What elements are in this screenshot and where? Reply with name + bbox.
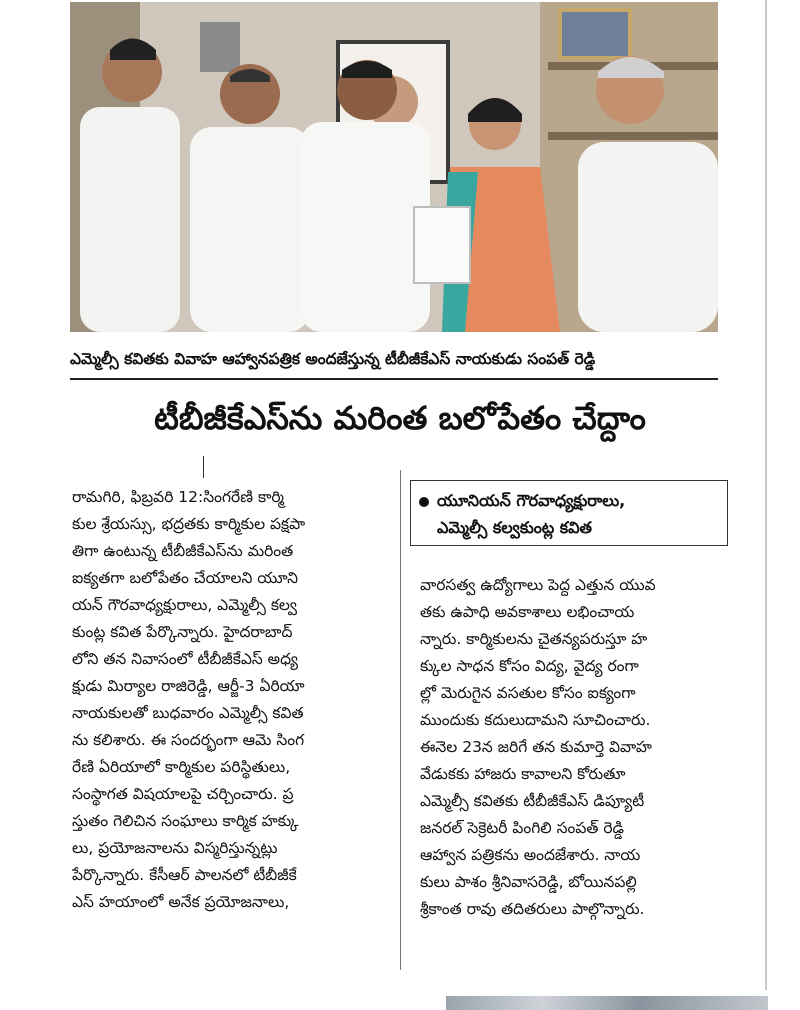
- body-line: రేణి ఏరియాలో కార్మికుల పరిస్థితులు,: [72, 758, 291, 776]
- body-line: ఎస్ హయాంలో అనేక ప్రయోజనాలు,: [72, 893, 290, 911]
- subhead-line-1: [419, 487, 719, 514]
- subhead-text-1: యూనియన్ గౌరవాధ్యక్షురాలు,: [437, 491, 626, 510]
- bullet-icon: [419, 497, 429, 507]
- body-line: ఈనెల 23న జరిగే తన కుమార్తె వివాహ: [420, 738, 652, 756]
- subhead-box: [410, 480, 728, 546]
- article-body-left-column: [72, 484, 388, 916]
- body-line: ను కలిశారు. ఈ సందర్భంగా ఆమె సింగ: [72, 731, 305, 749]
- body-line: కులు పాశం శ్రీనివాసరెడ్డి, బోయినపల్లి: [420, 873, 637, 891]
- adjacent-photo-edge: [446, 996, 768, 1010]
- body-line: పేర్కొన్నారు. కేసీఆర్ పాలనలో టీబీజీకే: [72, 866, 297, 884]
- photo-caption: ఎమ్మెల్సీ కవితకు వివాహ ఆహ్వానపత్రిక అందజేస్తున్న టీబీజీకేఎస్ నాయకుడు సంపత్ రెడ్డి: [70, 350, 596, 368]
- body-line: ఆహ్వాన పత్రికను అందజేశారు. నాయ: [420, 846, 641, 864]
- body-line: రామగిరి, ఫిబ్రవరి 12:సింగరేణి కార్మి: [72, 488, 285, 506]
- body-line: శ్రీకాంత రావు తదితరులు పాల్గొన్నారు.: [420, 900, 645, 918]
- body-line: ఐక్యతగా బలోపేతం చేయాలని యూని: [72, 569, 298, 587]
- column-divider: [400, 470, 401, 970]
- body-line: తిగా ఉంటున్న టీబీజీకేఎస్‌ను మరింత: [72, 542, 294, 560]
- subhead-line-2: ఎమ్మెల్సీ కల్వకుంట్ల కవిత: [437, 518, 592, 537]
- body-line: నాయకులతో బుధవారం ఎమ్మెల్సీ కవిత: [72, 704, 304, 722]
- caption-divider: [70, 378, 718, 380]
- body-line: కుంట్ల కవిత పేర్కొన్నారు. హైదరాబాద్: [72, 623, 293, 641]
- column-tick-mark: [203, 456, 204, 478]
- body-line: లు, ప్రయోజనాలను విస్మరిస్తున్నట్లు: [72, 839, 278, 857]
- body-line: కుల శ్రేయస్సు, భద్రతకు కార్మికుల పక్షపా: [72, 515, 306, 533]
- page-edge-rule: [765, 0, 767, 990]
- body-line: సంస్థాగత విషయాలపై చర్చించారు. ప్ర: [72, 785, 294, 803]
- body-line: స్తుతం గెలిచిన సంఘాలు కార్మిక హక్కు: [72, 812, 299, 830]
- body-line: యన్ గౌరవాధ్యక్షురాలు, ఎమ్మెల్సీ కల్వ: [72, 596, 298, 614]
- body-line: క్షుడు మిర్యాల రాజిరెడ్డి, ఆర్జీ-3 ఏరియా: [72, 677, 305, 695]
- body-line: ఎమ్మెల్సీ కవితకు టీబీజీకేఎస్ డిప్యూటీ: [420, 792, 645, 810]
- body-line: క్కుల సాధన కోసం విద్య, వైద్య రంగా: [420, 657, 639, 675]
- body-line: ముందుకు కదులుదామని సూచించారు.: [420, 711, 651, 729]
- body-line: ల్లో మెరుగైన వసతుల కోసం ఐక్యంగా: [420, 684, 636, 702]
- article-headline: టీబీజీకేఎస్‌ను మరింత బలోపేతం చేద్దాం: [154, 399, 646, 437]
- body-line: న్నారు. కార్మికులను చైతన్యపరుస్తూ హ: [420, 630, 648, 648]
- body-line: వేడుకకు హాజరు కావాలని కోరుతూ: [420, 765, 626, 783]
- photo-illustration: [70, 2, 718, 332]
- news-photo: [70, 2, 718, 332]
- article-body-right-column: [420, 572, 720, 923]
- body-line: లోని తన నివాసంలో టీబీజీకేఎస్ అధ్య: [72, 650, 298, 668]
- body-line: తకు ఉపాధి అవకాశాలు లభించాయ: [420, 603, 635, 621]
- body-line: వారసత్వ ఉద్యోగాలు పెద్ద ఎత్తున యువ: [420, 576, 656, 594]
- body-line: జనరల్ సెక్రెటరీ పింగిలి సంపత్ రెడ్డి: [420, 819, 624, 837]
